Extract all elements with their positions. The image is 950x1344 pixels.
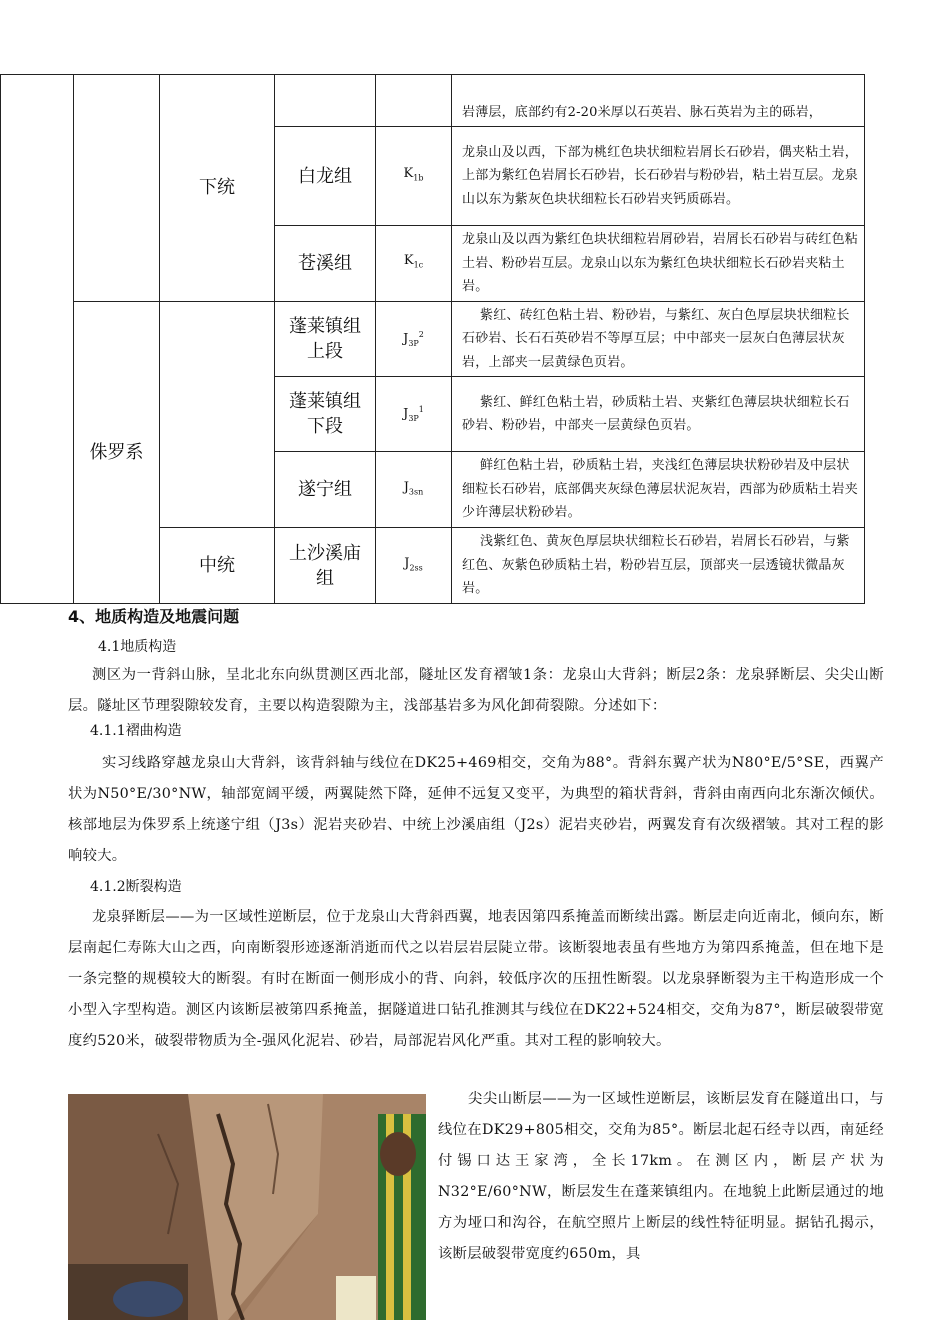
- system-cell-jurassic: 侏罗系: [74, 301, 160, 604]
- code-cell: $J_{3P}^1$: [376, 377, 452, 452]
- formation-cell: 上沙溪庙组: [275, 528, 376, 604]
- description-cell: 紫红、砖红色粘土岩、粉砂岩，与紫红、灰白色厚层块状细粒长石砂岩、长石石英砂岩不等厚互层；中中部夹一层灰白色薄层状灰岩，上部夹一层黄绿色页岩。: [452, 301, 865, 377]
- description-cell: 岩薄层，底部约有2-20米厚以石英岩、脉石英岩为主的砾岩，: [452, 75, 865, 127]
- erathem-cell: [1, 75, 74, 604]
- formation-cell: [275, 75, 376, 127]
- formation-cell: 蓬莱镇组上段: [275, 301, 376, 377]
- code-cell: [376, 75, 452, 127]
- code-cell: $J_{3P}^2$: [376, 301, 452, 377]
- code-cell: $J_{2ss}$: [376, 528, 452, 604]
- description-cell: 紫红、鲜红色粘土岩，砂质粘土岩、夹紫红色薄层块状细粒长石砂岩、粉砂岩，中部夹一层黄绿色页岩。: [452, 377, 865, 452]
- description-cell: 浅紫红色、黄灰色厚层块状细粒长石砂岩，岩屑长石砂岩，与紫红色、灰紫色砂质粘土岩，粉砂岩互层，顶部夹一层透镜状微晶灰岩。: [452, 528, 865, 604]
- subsection-heading: 4.1地质构造: [98, 639, 177, 655]
- code-cell: $J_{3sn}$: [376, 452, 452, 528]
- series-cell-upper: [160, 301, 275, 528]
- paragraph: 龙泉驿断层——为一区域性逆断层，位于龙泉山大背斜西翼，地表因第四系掩盖而断续出露。断层走向近南北，倾向东，断层南起仁寿陈大山之西，向南断裂形迹逐渐消逝而代之以岩层岩层陡立带。该断裂地表虽有些地方为第四系掩盖，但在地下是一条完整的规模较大的断裂。有时在断面一侧形成小的背、向斜，较低序次的压扭性断裂。以龙泉驿断裂为主干构造形成一个小型入字型构造。测区内该断层被第四系掩盖，据隧道进口钻孔推测其与线位在DK22+524相交，交角为87°，断层破裂带宽度约520米，破裂带物质为全-强风化泥岩、砂岩，局部泥岩风化严重。其对工程的影响较大。: [68, 909, 884, 1049]
- paragraph: 尖尖山断层——为一区域性逆断层，该断层发育在隧道出口，与线位在DK29+805相交，交角为85°。断层北起石经寺以西，南延经付锡口达王家湾，全长17km。在测区内，断层产状为N32°E/60°NW，断层发生在蓬莱镇组内。在地貌上此断层通过的地方为垭口和沟谷，在航空照片上断层的线性特征明显。据钻孔揭示，该断层破裂带宽度约650m，具: [438, 1091, 884, 1262]
- formation-cell: 苍溪组: [275, 226, 376, 302]
- formation-cell: 遂宁组: [275, 452, 376, 528]
- code-cell: $K_{1b}$: [376, 127, 452, 226]
- section-heading: 4、地质构造及地震问题: [68, 607, 240, 626]
- subsection-heading: 4.1.2断裂构造: [90, 879, 182, 895]
- fault-outcrop-photo: [68, 1094, 426, 1320]
- series-cell-middle: 中统: [160, 528, 275, 604]
- series-cell-lower: 下统: [160, 75, 275, 302]
- description-cell: 龙泉山及以西，下部为桃红色块状细粒岩屑长石砂岩，偶夹粘土岩，上部为紫红色岩屑长石砂岩，长石砂岩与粉砂岩，粘土岩互层。龙泉山以东为紫灰色块状细粒长石砂岩夹钙质砾岩。: [452, 127, 865, 226]
- formation-cell: 白龙组: [275, 127, 376, 226]
- system-cell-cretaceous: [74, 75, 160, 302]
- photo-illustration: [68, 1094, 426, 1320]
- paragraph: 实习线路穿越龙泉山大背斜，该背斜轴与线位在DK25+469相交，交角为88°。背斜东翼产状为N80°E/5°SE，西翼产状为N50°E/30°NW，轴部宽阔平缓，两翼陡然下降，延伸不远复又变平，为典型的箱状背斜，背斜由南西向北东渐次倾伏。核部地层为侏罗系上统遂宁组（J3s）泥岩夹砂岩、中统上沙溪庙组（J2s）泥岩夹砂岩，两翼发育有次级褶皱。其对工程的影响较大。: [68, 755, 884, 864]
- formation-cell: 蓬莱镇组下段: [275, 377, 376, 452]
- code-cell: $K_{1c}$: [376, 226, 452, 302]
- description-cell: 龙泉山及以西为紫红色块状细粒岩屑砂岩，岩屑长石砂岩与砖红色粘土岩、粉砂岩互层。龙泉山以东为紫红色块状细粒长石砂岩夹粘土岩。: [452, 226, 865, 302]
- description-cell: 鲜红色粘土岩，砂质粘土岩，夹浅红色薄层块状粉砂岩及中层状细粒长石砂岩，底部偶夹灰绿色薄层状泥灰岩，西部为砂质粘土岩夹少许薄层状粉砂岩。: [452, 452, 865, 528]
- subsection-heading: 4.1.1褶曲构造: [90, 723, 182, 739]
- stratigraphy-table: [0, 74, 865, 604]
- paragraph: 测区为一背斜山脉，呈北北东向纵贯测区西北部，隧址区发育褶皱1条：龙泉山大背斜；断层2条：龙泉驿断层、尖尖山断层。隧址区节理裂隙较发育，主要以构造裂隙为主，浅部基岩多为风化卸荷裂隙。分述如下：: [68, 667, 884, 714]
